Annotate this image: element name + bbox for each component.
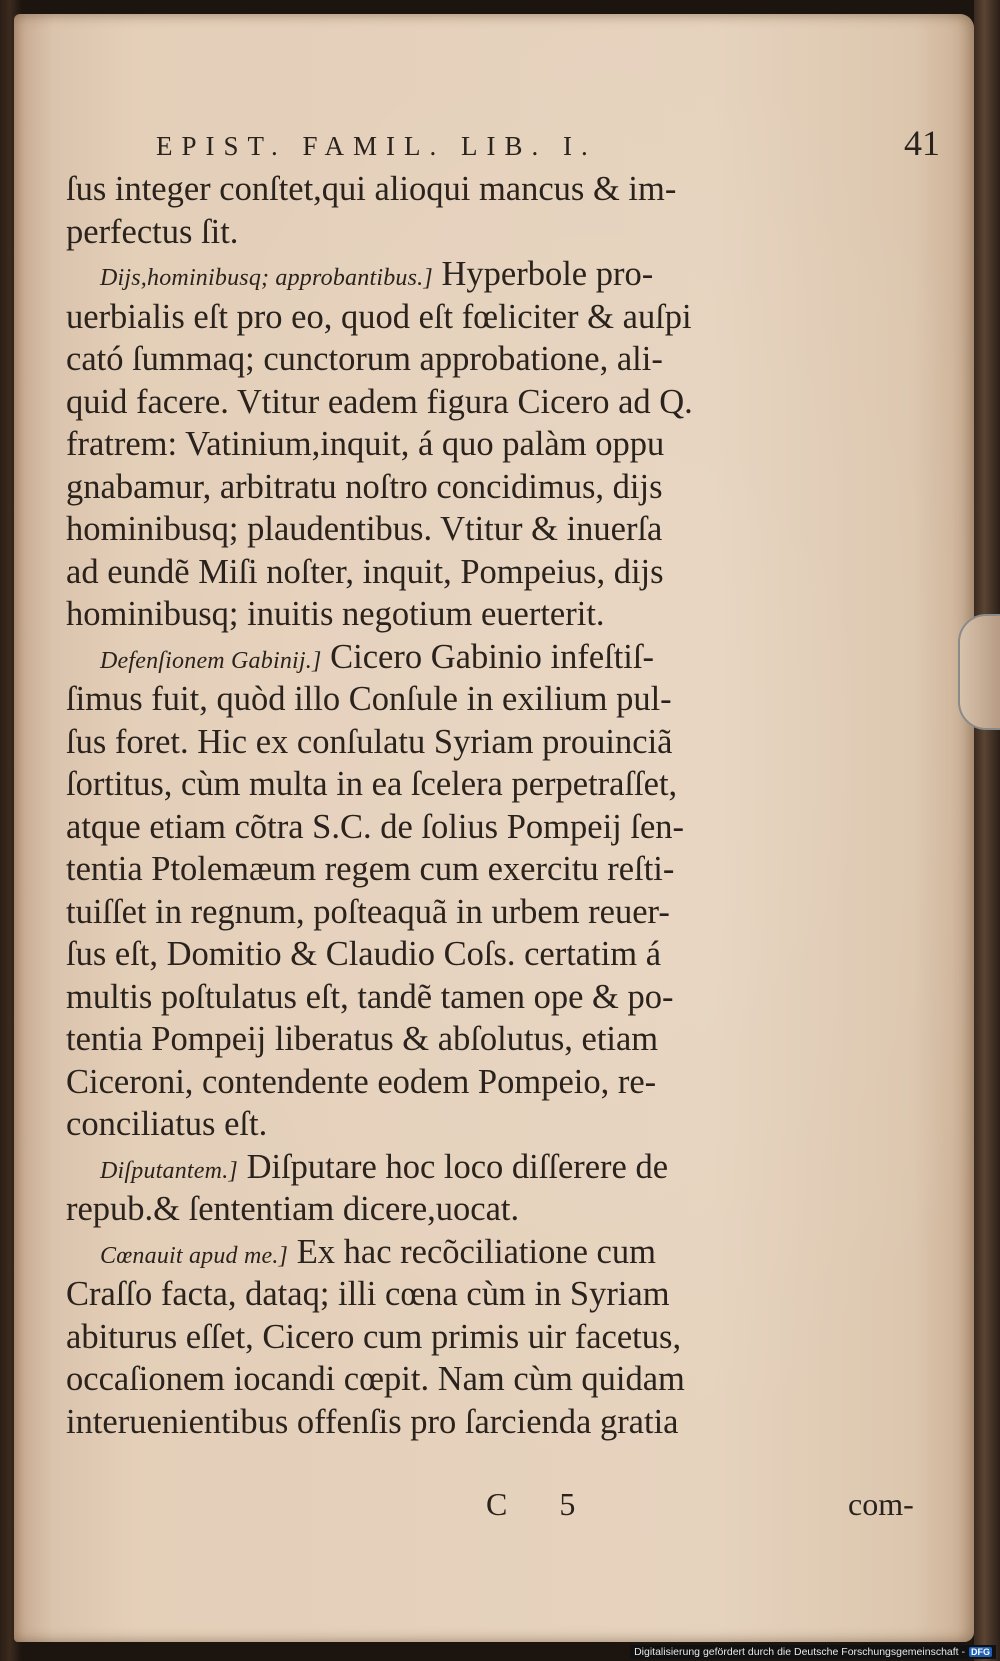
page-text-block xyxy=(66,122,948,1522)
line-text: gnabamur, arbitratu noſtro concidimus, dijs xyxy=(66,467,663,506)
text-line xyxy=(66,593,948,636)
text-lines xyxy=(66,168,948,1443)
line-text: uerbialis eſt pro eo, quod eſt fœliciter & auſpi xyxy=(66,297,692,336)
text-line xyxy=(66,763,948,806)
line-text: ſus eſt, Domitio & Claudio Coſs. certatim á xyxy=(66,935,662,973)
line-text: ſortitus, cùm multa in ea ſcelera perpetraſſet, xyxy=(66,765,678,803)
line-text: abiturus eſſet, Cicero cum primis uir facetus, xyxy=(66,1317,682,1356)
commentary-lemma-line xyxy=(66,636,948,679)
digitization-credit xyxy=(630,1645,996,1659)
text-line xyxy=(66,1273,948,1316)
line-text: quid facere. Vtitur eadem figura Cicero ad Q. xyxy=(66,382,693,421)
line-text: cató ſummaq; cunctorum approbatione, ali- xyxy=(66,340,663,378)
credit-text: Digitalisierung gefördert durch die Deutsche Forschungsgemeinschaft - xyxy=(634,1646,965,1658)
line-text: Diſputare hoc loco diſſerere de xyxy=(237,1147,669,1186)
line-text: ſus integer conſtet,qui alioqui mancus & im- xyxy=(66,170,677,208)
text-line xyxy=(66,338,948,381)
line-text: atque etiam cõtra S.C. de ſolius Pompeij ſen- xyxy=(66,807,685,846)
line-text: hominibusq; inuitis negotium euerterit. xyxy=(66,595,605,633)
line-text: Ex hac recõciliatione cum xyxy=(288,1232,656,1271)
line-text: hominibusq; plaudentibus. Vtitur & inuerſa xyxy=(66,510,663,548)
line-text: Craſſo facta, dataq; illi cœna cùm in Syriam xyxy=(66,1275,670,1313)
text-line xyxy=(66,1103,948,1146)
line-text: Ciceroni, contendente eodem Pompeio, re- xyxy=(66,1062,657,1101)
text-line xyxy=(66,1358,948,1401)
text-line xyxy=(66,551,948,594)
text-line xyxy=(66,1188,948,1231)
lemma: Dijs,hominibusq; approbantibus.] xyxy=(100,265,433,291)
page-number: 41 xyxy=(904,123,940,163)
text-line xyxy=(66,1018,948,1061)
text-line xyxy=(66,381,948,424)
line-text: conciliatus eſt. xyxy=(66,1105,268,1143)
lemma: Defenſionem Gabinij.] xyxy=(100,647,322,674)
line-text: Hyperbole pro- xyxy=(432,255,654,293)
text-line xyxy=(66,466,948,509)
line-text: tentia Pompeij liberatus & abſolutus, etiam xyxy=(66,1020,659,1058)
text-line xyxy=(66,296,948,339)
lemma: Diſputantem.] xyxy=(100,1157,238,1184)
signature-mark: C 5 xyxy=(486,1486,598,1522)
line-text: ad eundẽ Miſi noſter, inquit, Pompeius, dijs xyxy=(66,552,664,591)
line-text: Cicero Gabinio infeſtiſ- xyxy=(321,637,654,676)
line-text: ſus foret. Hic ex conſulatu Syriam prouinciã xyxy=(66,722,673,761)
line-text: fratrem: Vatinium,inquit, á quo palàm oppu xyxy=(66,425,665,463)
page-footer xyxy=(66,1486,948,1530)
line-text: multis poſtulatus eſt, tandẽ tamen ope & po- xyxy=(66,977,674,1016)
text-line xyxy=(66,891,948,934)
text-line xyxy=(66,933,948,976)
text-line xyxy=(66,976,948,1019)
text-line xyxy=(66,1401,948,1444)
text-line xyxy=(66,508,948,551)
line-text: tentia Ptolemæum regem cum exercitu reſti- xyxy=(66,850,675,888)
running-title: EPIST. FAMIL. LIB. I. xyxy=(156,131,597,161)
text-line xyxy=(66,848,948,891)
text-line xyxy=(66,1316,948,1359)
text-line xyxy=(66,423,948,466)
text-line xyxy=(66,806,948,849)
text-line xyxy=(66,1061,948,1104)
commentary-lemma-line xyxy=(66,1231,948,1274)
line-text: perfectus ſit. xyxy=(66,212,239,251)
line-text: interuenientibus offenſis pro ſarcienda gratia xyxy=(66,1402,679,1441)
dfg-logo-icon: DFG xyxy=(971,1647,990,1657)
book-edge xyxy=(974,0,1000,1661)
running-head xyxy=(66,122,948,168)
text-line xyxy=(66,721,948,764)
page-clip xyxy=(958,614,1000,730)
text-line xyxy=(66,211,948,254)
commentary-lemma-line xyxy=(66,253,948,296)
catchword: com- xyxy=(848,1486,914,1522)
line-text: ſimus fuit, quòd illo Conſule in exilium pul- xyxy=(66,680,672,718)
book-page xyxy=(14,14,974,1642)
text-line xyxy=(66,168,948,211)
commentary-lemma-line xyxy=(66,1146,948,1189)
line-text: tuiſſet in regnum, poſteaquã in urbem reuer- xyxy=(66,892,670,931)
lemma: Cœnauit apud me.] xyxy=(100,1242,289,1269)
line-text: repub.& ſententiam dicere,uocat. xyxy=(66,1190,520,1228)
text-line xyxy=(66,678,948,721)
line-text: occaſionem iocandi cœpit. Nam cùm quidam xyxy=(66,1360,685,1398)
